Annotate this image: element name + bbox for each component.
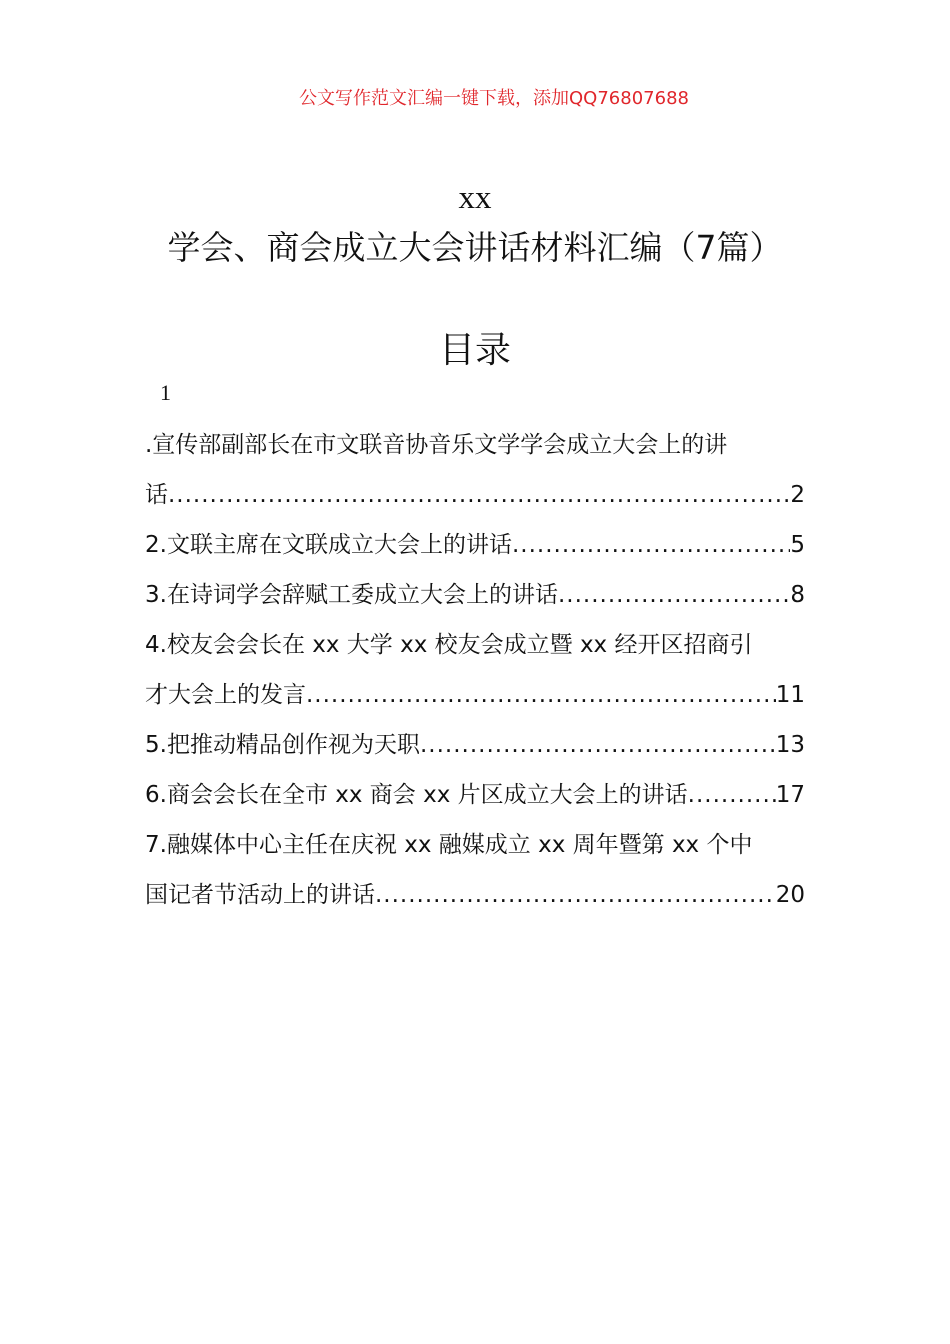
toc-page-number: 20 <box>775 882 805 908</box>
download-banner: 公文写作范文汇编一键下载，添加QQ76807688 <box>299 88 689 109</box>
toc-page-number: 17 <box>775 782 805 808</box>
toc-entry-text: 5.把推动精品创作视为天职 <box>145 732 420 758</box>
toc-entry-text: 2.文联主席在文联成立大会上的讲话 <box>145 532 512 558</box>
dot-leader <box>375 870 776 920</box>
toc-entry-text: 4.校友会会长在 xx 大学 xx 校友会成立暨 xx 经开区招商引 <box>145 632 753 658</box>
toc-entry-text: .宣传部副部长在市文联音协音乐文学学会成立大会上的讲 <box>145 432 728 458</box>
toc-first-number: 1 <box>160 380 171 405</box>
toc-page-number: 2 <box>790 482 805 508</box>
toc-page-number: 13 <box>775 732 805 758</box>
toc-entry-line[interactable] <box>145 820 805 870</box>
dot-leader <box>168 470 790 520</box>
toc-page-number: 11 <box>775 682 805 708</box>
toc-entry[interactable] <box>145 470 805 520</box>
document-title <box>150 172 800 273</box>
toc-entry-line[interactable] <box>145 620 805 670</box>
toc-entry[interactable] <box>145 670 805 720</box>
toc-entry-text: 7.融媒体中心主任在庆祝 xx 融媒成立 xx 周年暨第 xx 个中 <box>145 832 753 858</box>
dot-leader <box>512 520 790 570</box>
toc-entry-text: 6.商会会长在全市 xx 商会 xx 片区成立大会上的讲话 <box>145 782 688 808</box>
toc-page-number: 8 <box>790 582 805 608</box>
title-prefix: xx <box>458 180 492 216</box>
dot-leader <box>306 670 776 720</box>
toc-entry[interactable] <box>145 520 805 570</box>
toc-entry-line[interactable] <box>145 420 805 470</box>
dot-leader <box>558 570 790 620</box>
dot-leader <box>420 720 776 770</box>
toc-entry[interactable] <box>145 870 805 920</box>
toc-entry-text: 话 <box>145 482 168 508</box>
toc-entry[interactable] <box>145 770 805 820</box>
table-of-contents <box>145 420 805 920</box>
toc-page-number: 5 <box>790 532 805 558</box>
title-main: 学会、商会成立大会讲话材料汇编（7篇） <box>167 228 783 267</box>
toc-entry-text: 3.在诗词学会辞赋工委成立大会上的讲话 <box>145 582 558 608</box>
dot-leader <box>688 770 776 820</box>
toc-entry-text: 才大会上的发言 <box>145 682 306 708</box>
toc-entry[interactable] <box>145 570 805 620</box>
toc-heading: 目录 <box>438 330 511 371</box>
toc-entry[interactable] <box>145 720 805 770</box>
toc-entry-text: 国记者节活动上的讲话 <box>145 882 375 908</box>
